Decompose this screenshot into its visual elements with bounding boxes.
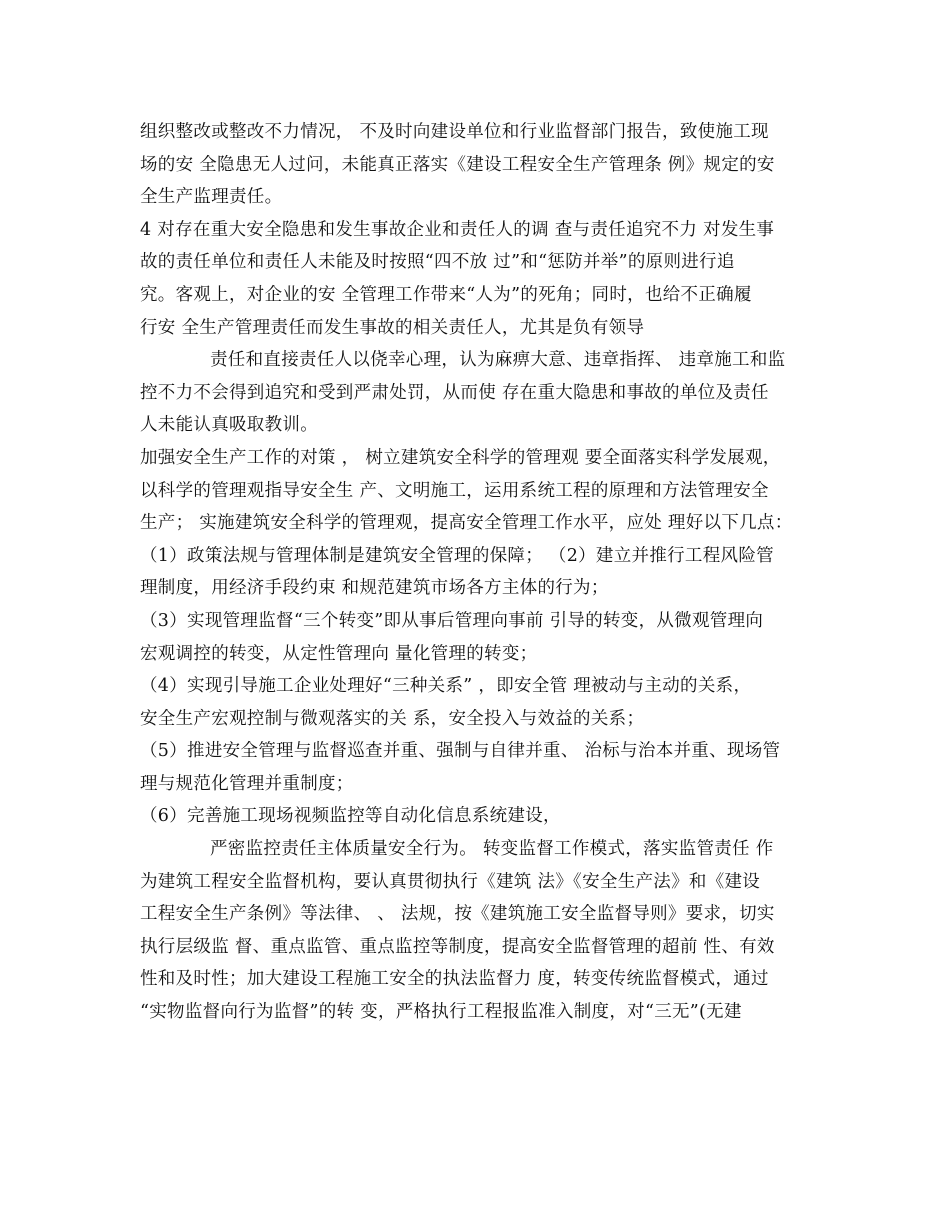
text-line: 4 对存在重大安全隐患和发生事故企业和责任人的调 查与责任追究不力 对发生事 bbox=[140, 219, 775, 240]
text-line: 场的安 全隐患无人过问，未能真正落实《建设工程安全生产管理条 例》规定的安 bbox=[140, 154, 775, 175]
text-line: （3）实现管理监督“三个转变”即从事后管理向事前 引导的转变，从微观管理向 bbox=[140, 610, 764, 631]
text-line: 组织整改或整改不力情况， 不及时向建设单位和行业监督部门报告，致使施工现 bbox=[140, 122, 769, 142]
text-line: 人未能认真吸取教训。 bbox=[140, 415, 318, 436]
text-line: （5）推进安全管理与监督巡查并重、强制与自律并重、 治标与治本并重、现场管 bbox=[140, 741, 781, 762]
text-line: 责任和直接责任人以侥幸心理，认为麻痹大意、违章指挥、 违章施工和监 bbox=[210, 350, 786, 371]
text-line: 故的责任单位和责任人未能及时按照“四不放 过”和“惩防并举”的原则进行追 bbox=[140, 252, 735, 273]
text-line: 严密监控责任主体质量安全行为。 转变监督工作模式，落实监管责任 作 bbox=[210, 839, 774, 860]
text-line: 执行层级监 督、重点监管、重点监控等制度，提高安全监督管理的超前 性、有效 bbox=[140, 936, 775, 957]
text-line: （6）完善施工现场视频监控等自动化信息系统建设， bbox=[140, 806, 561, 827]
text-line: 行安 全生产管理责任而发生事故的相关责任人，尤其是负有领导 bbox=[140, 317, 645, 338]
text-line: 宏观调控的转变，从定性管理向 量化管理的转变； bbox=[140, 643, 538, 664]
text-line: 加强安全生产工作的对策 ， 树立建筑安全科学的管理观 要全面落实科学发展观， bbox=[140, 447, 781, 468]
text-line: 理与规范化管理并重制度； bbox=[140, 773, 354, 794]
text-line: 理制度，用经济手段约束 和规范建筑市场各方主体的行为； bbox=[140, 578, 609, 599]
text-line: 控不力不会得到追究和受到严肃处罚，从而使 存在重大隐患和事故的单位及责任 bbox=[140, 382, 769, 403]
text-line: （1）政策法规与管理体制是建筑安全管理的保障； （2）建立并推行工程风险管 bbox=[140, 545, 774, 566]
text-line: 工程安全生产条例》等法律、 、 法规，按《建筑施工安全监督导则》要求，切实 bbox=[140, 904, 775, 925]
text-line: 究。客观上，对企业的安 全管理工作带来“人为”的死角；同时，也给不正确履 bbox=[140, 284, 752, 305]
text-line: 以科学的管理观指导安全生 产、文明施工，运用系统工程的原理和方法管理安全 bbox=[140, 480, 769, 501]
text-line: （4）实现引导施工企业处理好“三种关系” ，即安全管 理被动与主动的关系， bbox=[140, 676, 752, 697]
text-line: “实物监督向行为监督”的转 变，严格执行工程报监准入制度，对“三无”(无建 bbox=[140, 1002, 742, 1023]
text-line: 性和及时性；加大建设工程施工安全的执法监督力 度，转变传统监督模式，通过 bbox=[140, 969, 769, 990]
text-line: 为建筑工程安全监督机构，要认真贯彻执行《建筑 法》《安全生产法》和《建设 bbox=[140, 871, 761, 892]
text-line: 全生产监理责任。 bbox=[140, 187, 283, 208]
document-body bbox=[140, 116, 830, 1029]
text-line: 安全生产宏观控制与微观落实的关 系，安全投入与效益的关系； bbox=[140, 708, 645, 729]
text-line: 生产； 实施建筑安全科学的管理观，提高安全管理工作水平，应处 理好以下几点： bbox=[140, 513, 793, 534]
